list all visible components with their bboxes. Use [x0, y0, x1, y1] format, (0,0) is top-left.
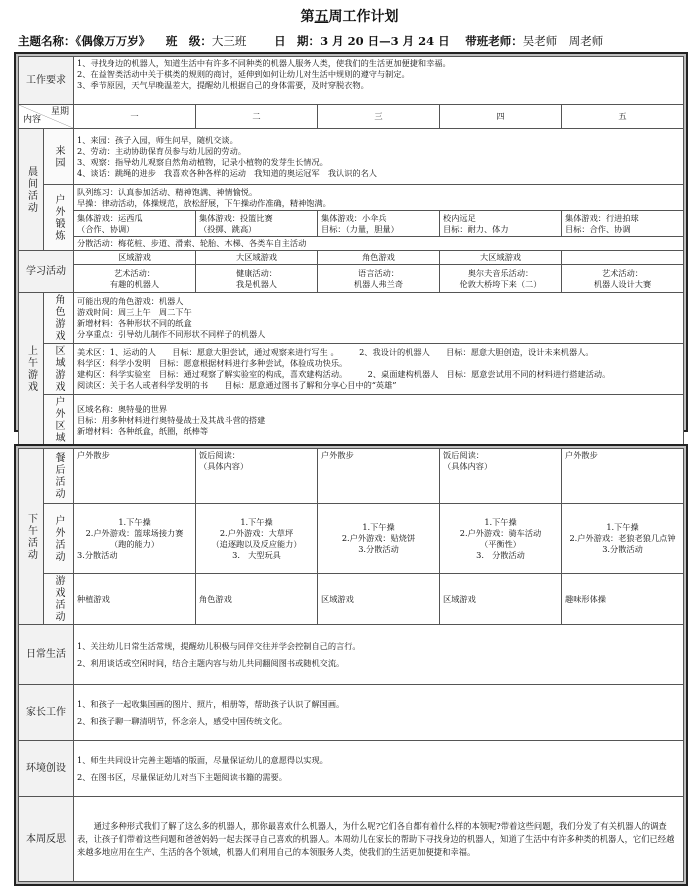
day-header-2: 二 — [196, 105, 318, 129]
after-meal-4: 饭后阅读： （具体内容） — [440, 449, 562, 504]
outdoor-game-3: 集体游戏：小伞兵 目标：（力量，胆量） — [318, 211, 440, 237]
after-meal-3: 户外散步 — [318, 449, 440, 504]
outdoor-area-content: 区域名称：奥特曼的世界 目标：用多种材料进行奥特曼战士及其战斗营的搭建 新增材料：各种纸盒，纸圈，纸棒等 — [74, 395, 684, 446]
date-label: 日 期： — [274, 34, 321, 48]
area-game-5 — [562, 251, 684, 265]
after-meal-label: 餐后活动 — [44, 449, 74, 504]
pm-outdoor-label: 户外活动 — [44, 504, 74, 574]
parents-content: 1、和孩子一起收集国画的图片、照片，相册等，帮助孩子认识了解国画。 2、和孩子聊一聊清明节，怀念亲人，感受中国传统文化。 — [74, 685, 684, 741]
daily-life-content: 1、关注幼儿日常生活常规，提醒幼儿积极与同伴交往并学会控制自己的言行。 2、利用谈话或空闲时间，结合主题内容与幼儿共同翻阅图书或随机交流。 — [74, 625, 684, 685]
day-header-5: 五 — [562, 105, 684, 129]
outdoor-game-2: 集体游戏：投篮比赛 （投掷、跳高） — [196, 211, 318, 237]
afternoon-plan-frame — [14, 444, 688, 886]
pm-outdoor-2: 1.下午操 2.户外游戏：大草坪 （追逐跑以及反应能力） 3. 大型玩具 — [196, 504, 318, 574]
day-header-1: 一 — [74, 105, 196, 129]
environment-label: 环境创设 — [19, 741, 74, 797]
theme-label: 主题名称： — [18, 34, 76, 48]
outdoor-game-1: 集体游戏：运西瓜 （合作、协调） — [74, 211, 196, 237]
lesson-4: 奥尔夫音乐活动： 伦敦大桥垮下来（二） — [440, 265, 562, 293]
day-header-4: 四 — [440, 105, 562, 129]
theme-value: 《偶像万万岁》 — [75, 34, 151, 48]
teacher-value: 吴老师 周老师 — [522, 34, 604, 48]
pm-game-1: 种植游戏 — [74, 574, 196, 625]
outdoor-game-4: 校内远足 目标：耐力、体力 — [440, 211, 562, 237]
after-meal-2: 饭后阅读： （具体内容） — [196, 449, 318, 504]
outdoor-game-5: 集体游戏：行进拍球 目标：合作、协调 — [562, 211, 684, 237]
area-game-3: 角色游戏 — [318, 251, 440, 265]
morning-label: 晨间活动 — [19, 129, 44, 251]
class-value: 大三班 — [211, 34, 247, 48]
pm-outdoor-5: 1.下午操 2.户外游戏：老狼老狼几点钟 3.分散活动 — [562, 504, 684, 574]
environment-content: 1、师生共同设计完善主题墙的版面，尽量保证幼儿的意愿得以实现。 2、在图书区，尽量保证幼儿对当下主题阅读书籍的需要。 — [74, 741, 684, 797]
arrival-content: 1、来园：孩子入园，师生问早，随机交谈。 2、劳动：主动协助保育员参与幼儿园的劳动。 3、观察：指导幼儿观察自然角动植物，记录小植物的发芽生长情况。 4、谈话：跳绳的进步 我喜欢各种各样的运动 我知道的奥运冠军 我认识的名人 — [74, 129, 684, 185]
pm-games-label: 游戏活动 — [44, 574, 74, 625]
area-game-1: 区域游戏 — [74, 251, 196, 265]
week-content-corner: 星期 内容 — [19, 105, 74, 129]
date-value: 3 月 20 日—3 月 24 日 — [320, 34, 450, 48]
pm-outdoor-4: 1.下午操 2.户外游戏：骑车活动 （平衡性） 3. 分散活动 — [440, 504, 562, 574]
am-games-label: 上午游戏 — [19, 293, 44, 446]
class-label: 班 级： — [165, 34, 212, 48]
morning-plan-frame — [14, 52, 688, 444]
work-req-content: 1、寻找身边的机器人，知道生活中有许多不同种类的机器人服务人类，使我们的生活更加便捷和幸福。 2、在益智类活动中关于棋类的规则的商讨，延伸到如何让幼儿对生活中规则的遵守与制定。 3、季节原因，天气早晚温差大，提醒幼儿根据自己的身体需要，及时穿脱衣物。 — [74, 57, 684, 105]
lesson-3: 语言活动： 机器人弗兰奇 — [318, 265, 440, 293]
study-label: 学习活动 — [19, 251, 74, 293]
lesson-2: 健康活动： 我是机器人 — [196, 265, 318, 293]
role-game-content: 可能出现的角色游戏：机器人 游戏时间：周三上午 周二下午 新增材料：各种形状不同的纸盒 分享重点：引导幼儿制作不同形状不同样子的机器人 — [74, 293, 684, 344]
parents-label: 家长工作 — [19, 685, 74, 741]
lesson-1: 艺术活动： 有趣的机器人 — [74, 265, 196, 293]
week-number: 五 — [314, 9, 329, 25]
pm-game-2: 角色游戏 — [196, 574, 318, 625]
lesson-5: 艺术活动： 机器人设计大赛 — [562, 265, 684, 293]
afternoon-label: 下午活动 — [19, 449, 44, 625]
teacher-label: 带班老师： — [465, 34, 523, 48]
outdoor-area-label: 户外区域 — [44, 395, 74, 446]
pm-game-3: 区域游戏 — [318, 574, 440, 625]
pm-outdoor-1: 1.下午操 2.户外游戏：篮球场接力赛 （跑的能力） 3.分散活动 — [74, 504, 196, 574]
reflection-content: 通过多种形式我们了解了这么多的机器人，那你最喜欢什么机器人，为什么呢?它们各自都有着什么样的本领呢?带着这些问题，我们分发了有关机器人的调查表，让孩子们带着这些问题和爸爸妈妈一起去探寻自己喜欢的机器人。本周幼儿在家长的帮助下寻找身边的机器人，知道了生活中有许多种类的机器人，它们已经越来越多地应用在生产、生活的各个领域，机器人们利用自己的本领服务人类，使我们的生活更加便捷和幸福。 — [74, 797, 684, 882]
outdoor-exercise-label: 户外锻炼 — [44, 185, 74, 251]
page-title: 第五周工作计划 — [300, 9, 399, 25]
after-meal-1: 户外散步 — [74, 449, 196, 504]
morning-plan-table — [18, 56, 684, 446]
daily-life-label: 日常生活 — [19, 625, 74, 685]
day-header-3: 三 — [318, 105, 440, 129]
reflection-label: 本周反思 — [19, 797, 74, 882]
area-game-content: 美术区：1、运动的人 目标：愿意大胆尝试，通过观察来进行写生 。 2、我设计的机器人 目标：愿意大胆创造，设计未来机器人。 科学区：科学小发明 目标：愿意根据材料进行多种尝试，体验成功快乐。 建构区：科学实验室 目标：通过观察了解实验室的构成，喜欢建构活动。 2、桌面建构机器人 目标：愿意尝试用不同的材料进行搭建活动。 阅读区：关于名人或者科学发明的书 目标：愿意通过图书了解和分享心目中的“英雄” — [74, 344, 684, 395]
pm-outdoor-3: 1.下午操 2.户外游戏：贴烧饼 3.分散活动 — [318, 504, 440, 574]
pm-game-4: 区域游戏 — [440, 574, 562, 625]
area-game-4: 大区域游戏 — [440, 251, 562, 265]
afternoon-plan-table — [18, 448, 684, 882]
after-meal-5: 户外散步 — [562, 449, 684, 504]
plan-meta — [18, 33, 688, 49]
area-game-label: 区域游戏 — [44, 344, 74, 395]
arrival-label: 来园 — [44, 129, 74, 185]
work-req-label: 工作要求 — [19, 57, 74, 105]
pm-game-5: 趣味形体操 — [562, 574, 684, 625]
role-game-label: 角色游戏 — [44, 293, 74, 344]
drill-content: 队列练习：认真参加活动、精神饱满、神情愉悦。 早操：律动活动，体操规范，放松舒展，下午操动作准确，精神饱满。 — [74, 185, 684, 211]
area-game-2: 大区域游戏 — [196, 251, 318, 265]
split-games: 分散活动：梅花桩、步道、滑索、轮胎、木梯、各类车自主活动 — [74, 237, 684, 251]
